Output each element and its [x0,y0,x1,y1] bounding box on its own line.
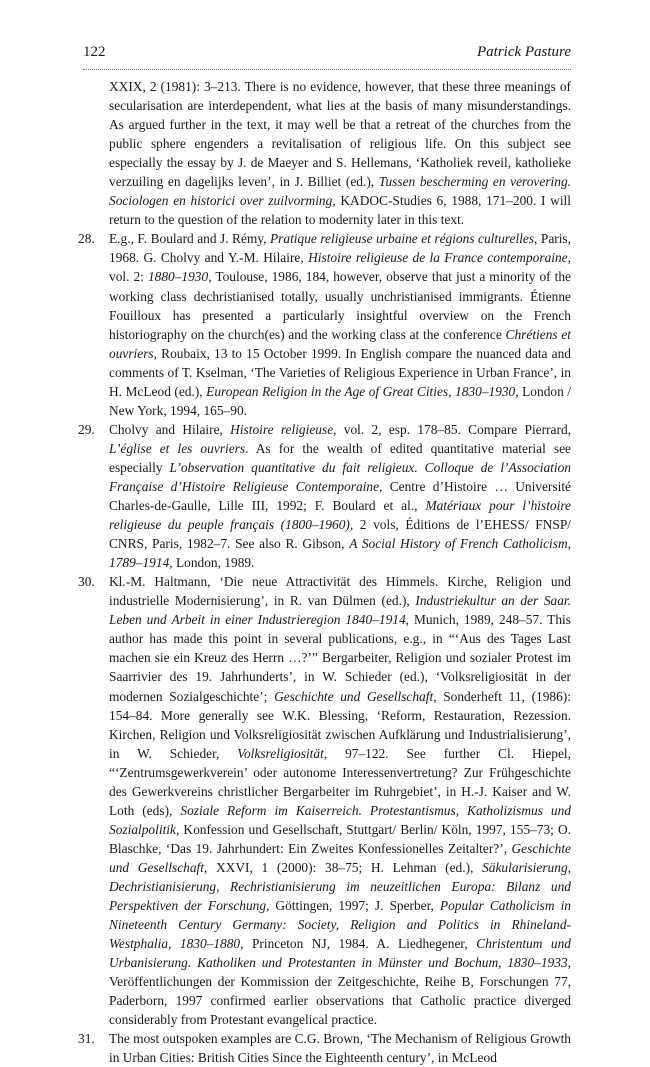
footnote [83,77,571,229]
italic-title: Geschichte und Gesellschaft [274,688,434,704]
footnote-text-run: , Göttingen, 1997; J. Sperber, [266,898,440,914]
italic-title: Soziale Reform im Kaiserreich. Protestantismus, Katholizismus und Sozialpolitik [109,802,571,837]
italic-title: Matériaux pour l’histoire religieuse du peuple français (1800–1960) [109,498,571,533]
page-number: 122 [83,44,106,60]
footnote-text-run: , Princeton NJ, 1984. A. Liedhegener, [240,936,477,952]
italic-title: Histoire religieuse [230,421,334,437]
footnote-number: 31. [78,1031,95,1047]
footnote [78,572,572,1029]
footnote-text-run: , 2 vols, Éditions de l’EHESS/ FNSP/ CNRS, Paris, 1982–7. See also R. Gibson, [109,517,571,552]
footnote-text-run: , Sonderheft 11, (1986): 154–84. More generally see W.K. Blessing, ‘Reform, Restauration, Rezession. Kirchen, Religion und Volksreligiosität zwischen Aufklärung und Industrialisierung’, in W. Schieder, [109,688,571,761]
italic-title: 1880–1930 [147,269,209,285]
footnote-text [109,229,571,419]
header-rule [83,69,571,70]
footnote-text [109,1029,571,1067]
footnote-text-run: , XXVI, 1 (2000): 38–75; H. Lehman (ed.), [203,859,483,875]
footnote-text [109,572,571,1029]
italic-title: Chrétiens et ouvriers [109,326,571,361]
italic-title: Pratique religieuse urbaine et régions culturelles [269,231,535,247]
footnote-text-run: , vol. 2: [109,250,571,285]
footnote-text-run: , London, 1989. [169,555,255,571]
page-header [83,44,571,68]
italic-title: Säkularisierung, Dechristianisierung, Rechristianisierung im neuzeitlichen Europa: Bilanz und Perspektiven der Forschung [109,859,571,914]
footnote-text-run: , Toulouse, 1986, 184, however, observe that just a minority of the working class dechristianised totally, usually unchristianised immigrants. Étienne Fouilloux has presented a particularly insightful overview on the French historiography on the church(es) and the working class at the conference [109,269,571,342]
footnote-text-run: , London / New York, 1994, 165–90. [109,383,572,418]
italic-title: L’observation quantitative du fait religieux. Colloque de l’Association Française d’Histoire Religieuse Contemporaine [109,459,571,494]
italic-title: Histoire religieuse de la France contemporaine [308,250,568,266]
footnote-number: 28. [78,231,95,247]
footnote-text-run: . As for the wealth of edited quantitative material see especially [109,440,571,475]
footnote [78,1029,571,1067]
footnotes [78,77,572,1067]
footnote-text-run: , Roubaix, 13 to 15 October 1999. In English compare the nuanced data and comments of T. Kselman, ‘The Varieties of Religious Experience in Urban France’, in H. McLeod (ed.), [109,345,571,399]
footnote-text-run: , KADOC-Studies 6, 1988, 171–200. I will return to the question of the relation to modernity later in this text. [109,193,571,228]
footnote-text-run: , Munich, 1989, 248–57. This author has made this point in several publications, e.g., in “‘Aus des Tages Last machen sie ein Kreuz des Herrn …?’” Bergarbeiter, Religion und sozialer Protest im Saarrivier des 19. Jahrhunderts’, in W. Schieder (ed.), ‘Volksreligiosität in der modernen Sozialgeschichte’; [109,612,571,704]
footnote-text-run: , Centre d’Histoire … Université Charles-de-Gaulle, Lille III, 1992; F. Boulard et al., [109,478,571,514]
footnote-text-run: , vol. 2, esp. 178–85. Compare Pierrard, [333,421,571,437]
footnote-text [109,420,571,572]
footnote [78,420,571,572]
footnote-text-run: XXIX, 2 (1981): 3–213. There is no evidence, however, that these three meanings of secularisation are interdependent, what lies at the basis of many misunderstandings. As argued further in the text, it may well be that a retreat of the churches from the public sphere engenders a revitalisation of religious life. On this subject see especially the essay by J. de Maeyer and S. Hellemans, ‘Katholiek reveil, katholieke verzuiling en dagelijks leven’, in J. Billiet (ed.), [109,79,571,190]
italic-title: L’église et les ouvriers [109,440,246,456]
footnote-text [109,77,571,229]
footnote-text-run: Cholvy and Hilaire, [109,421,231,437]
footnote-text-run: The most outspoken examples are C.G. Brown, ‘The Mechanism of Religious Growth in Urban Cities: British Cities Since the Eighteenth century’, in McLeod [109,1031,571,1066]
running-head: Patrick Pasture [476,44,571,60]
italic-title: Popular Catholicism in Nineteenth Century Germany: Society, Religion and Politics in Rhineland-Westphalia, 1830–1880 [109,898,571,952]
footnote-text-run: , 97–122. See further Cl. Hiepel, “‘Zentrumsgewerkverein’ oder autonome Interessenvertretung? Zur Frühgeschichte des Gewerkvereins christlicher Bergarbeiter im Ruhrgebiet’, in H.-J. Kaiser and W. Loth (eds), [109,745,571,818]
italic-title: Geschichte und Gesellschaft [109,840,571,875]
italic-title: European Religion in the Age of Great Cities, 1830–1930 [206,383,516,399]
footnote-text-run: Kl.-M. Haltmann, ‘Die neue Attractivität des Himmels. Kirche, Religion und industrielle Modernisierung’, in R. van Dülmen (ed.), [109,574,571,609]
italic-title: Tussen bescherming en verovering. Sociologen en historici over zuilvorming [109,174,571,209]
footnote-text-run: E.g., F. Boulard and J. Rémy, [109,231,270,247]
italic-title: Volksreligiosität [237,745,324,761]
italic-title: Christentum und Urbanisierung. Katholiken und Protestanten in Münster und Bochum, 1830–1933 [109,936,571,971]
italic-title: A Social History of French Catholicism, 1789–1914 [109,536,571,571]
footnote-number: 29. [78,421,95,437]
footnote-number: 30. [78,574,95,590]
italic-title: Industriekultur an der Saar. Leben und Arbeit in einer Industrieregion 1840–1914 [109,593,572,628]
footnote-text-run: , Paris, 1968. G. Cholvy and Y.-M. Hilaire, [109,231,571,266]
footnote [78,229,572,419]
footnote-text-run: , Veröffentlichungen der Kommission der Zeitgeschichte, Reihe B, Forschungen 77, Paderborn, 1997 confirmed earlier observations that Catholic practice diverged considerably from Protestant evangelical practice. [109,955,571,1028]
footnote-text-run: , Konfession und Gesellschaft, Stuttgart/ Berlin/ Köln, 1997, 155–73; O. Blaschke, ‘Das 19. Jahrhundert: Ein Zweites Konfessionelles Zeitalter?’, [109,821,571,856]
